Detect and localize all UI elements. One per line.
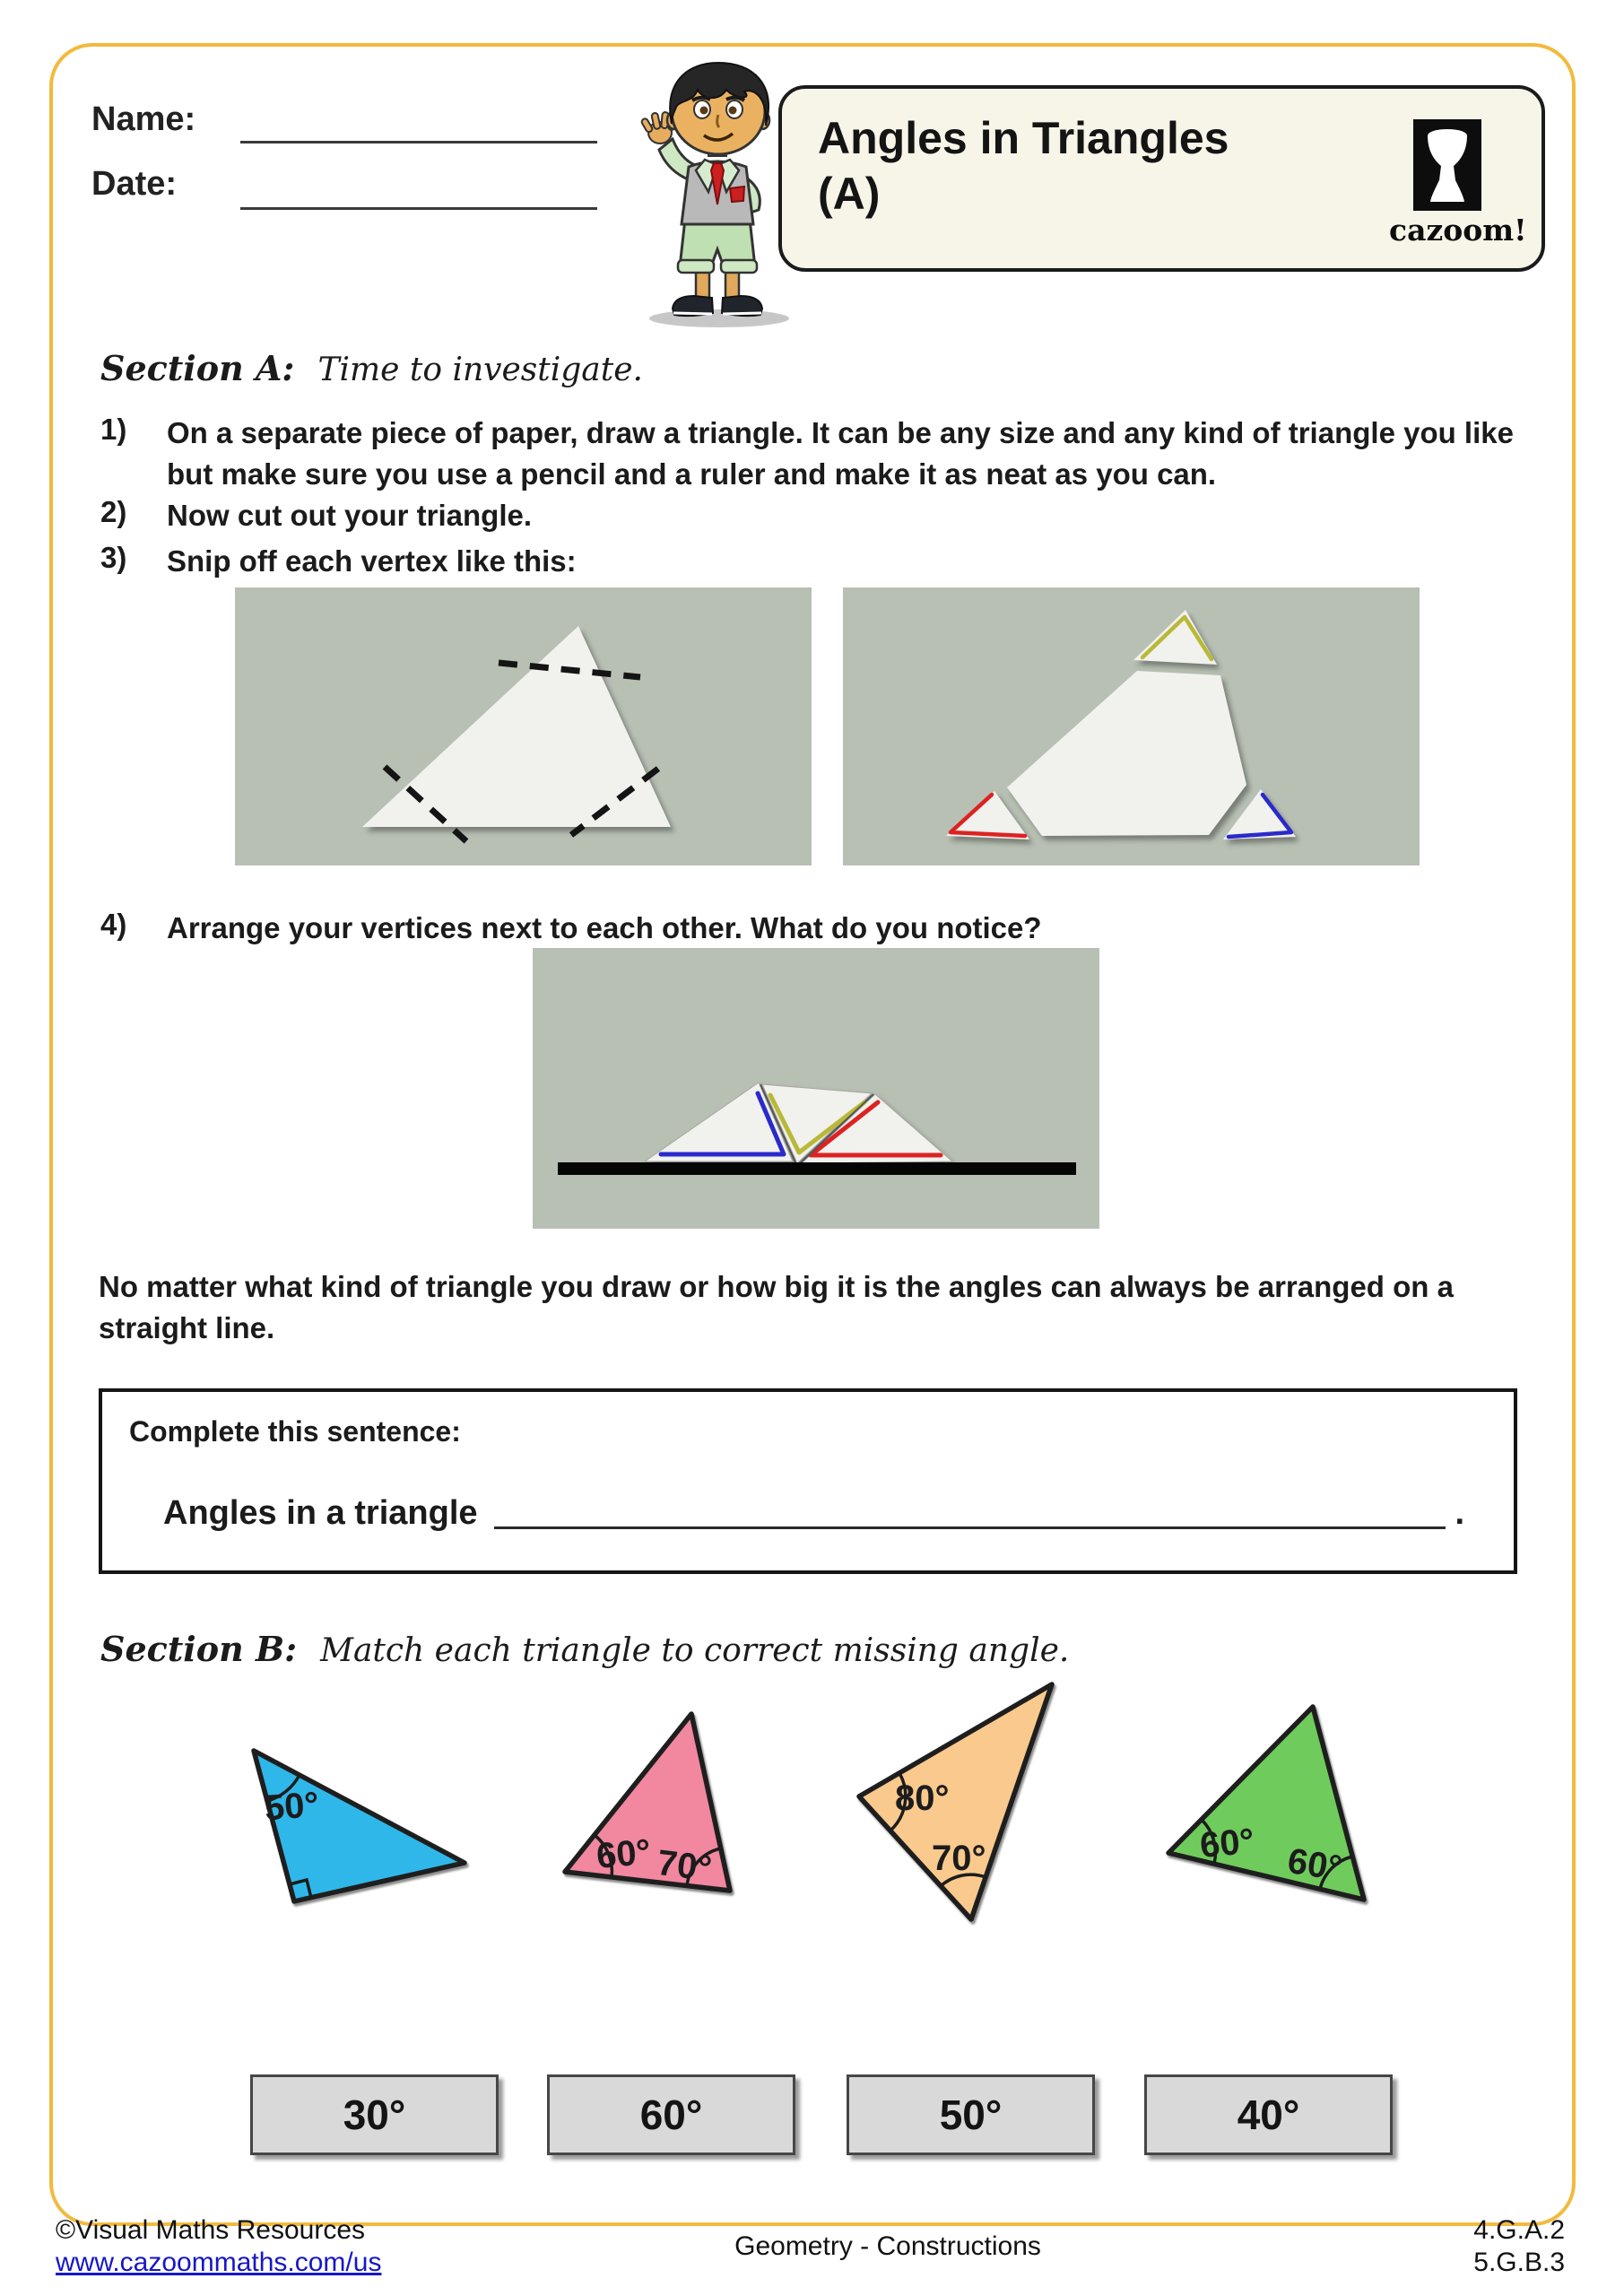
conclusion-paragraph: No matter what kind of triangle you draw or how big it is the angles can always be arranged on a straight line. <box>99 1270 1454 1344</box>
footer-standard-2: 5.G.B.3 <box>1473 2248 1565 2277</box>
triangle-orange[interactable] <box>834 1679 1076 1939</box>
cazoom-logo-text: cazoom! <box>1389 213 1527 248</box>
section-b-label: Section B: <box>100 1629 298 1669</box>
triangle-with-dashed-cuts-image <box>235 587 812 865</box>
date-input-line[interactable] <box>240 172 597 210</box>
answer-box-60[interactable]: 60° <box>547 2074 795 2155</box>
angle-label-pink-2: 70° <box>655 1842 714 1889</box>
complete-sentence-box <box>99 1388 1517 1574</box>
footer-website-link[interactable]: www.cazoommaths.com/us <box>56 2248 382 2277</box>
angle-label-orange-2: 70° <box>932 1839 986 1878</box>
name-label: Name: <box>91 100 196 138</box>
instruction-1-text: On a separate piece of paper, draw a triangle. It can be any size and any kind of triangle you like but make sure you use a pencil and a ruler and make it as neat as you can. <box>167 416 1514 491</box>
answer-box-30[interactable]: 30° <box>250 2074 499 2155</box>
sentence-period: . <box>1455 1494 1464 1532</box>
footer-topic: Geometry - Constructions <box>734 2231 1041 2261</box>
cazoom-logo <box>1389 119 1527 248</box>
sentence-prompt: Complete this sentence: <box>129 1415 461 1448</box>
instruction-4-text: Arrange your vertices next to each other. What do you notice? <box>167 911 1042 944</box>
snip-diagram-before <box>235 587 812 865</box>
angle-label-pink-1: 60° <box>595 1831 653 1876</box>
instruction-3-text: Snip off each vertex like this: <box>167 544 577 578</box>
instruction-3-number: 3) <box>100 541 127 574</box>
footer-copyright: ©Visual Maths Resources <box>56 2215 366 2245</box>
triangle-green[interactable] <box>1134 1700 1385 1915</box>
section-b-heading <box>100 1629 1069 1669</box>
snip-diagram-after <box>843 587 1420 865</box>
section-a-heading <box>100 348 643 388</box>
snipped-corners-image <box>843 587 1420 865</box>
sentence-start-text: Angles in a triangle <box>163 1494 478 1532</box>
section-b-subtitle: Match each triangle to correct missing angle. <box>320 1632 1070 1669</box>
vertices-on-line-diagram <box>533 948 1099 1229</box>
sentence-row <box>163 1490 1464 1533</box>
sentence-blank-line[interactable] <box>494 1490 1446 1529</box>
worksheet-title-box <box>778 85 1545 272</box>
angle-label-green-2: 60° <box>1284 1840 1345 1889</box>
instruction-2-number: 2) <box>100 495 127 528</box>
cazoom-drum-icon <box>1413 119 1481 211</box>
angle-label-orange-1: 80° <box>895 1779 950 1818</box>
footer-standard-1: 4.G.A.2 <box>1473 2215 1565 2245</box>
name-input-line[interactable] <box>240 106 597 144</box>
instruction-4-number: 4) <box>100 908 127 941</box>
section-a-subtitle: Time to investigate. <box>317 352 643 388</box>
section-a-label: Section A: <box>100 348 295 388</box>
triangle-blue[interactable] <box>215 1722 493 1928</box>
instruction-2-text: Now cut out your triangle. <box>167 499 533 532</box>
instruction-1-number: 1) <box>100 413 127 446</box>
answer-box-40[interactable]: 40° <box>1144 2074 1393 2155</box>
angle-label-blue: 50° <box>263 1785 320 1829</box>
triangle-pink[interactable] <box>538 1691 753 1906</box>
answer-box-50[interactable]: 50° <box>847 2074 1095 2155</box>
date-label: Date: <box>91 165 178 203</box>
page-title: Angles in Triangles (A) <box>818 113 1229 219</box>
vertices-arranged-image <box>533 948 1099 1229</box>
angle-label-green-1: 60° <box>1198 1821 1256 1866</box>
